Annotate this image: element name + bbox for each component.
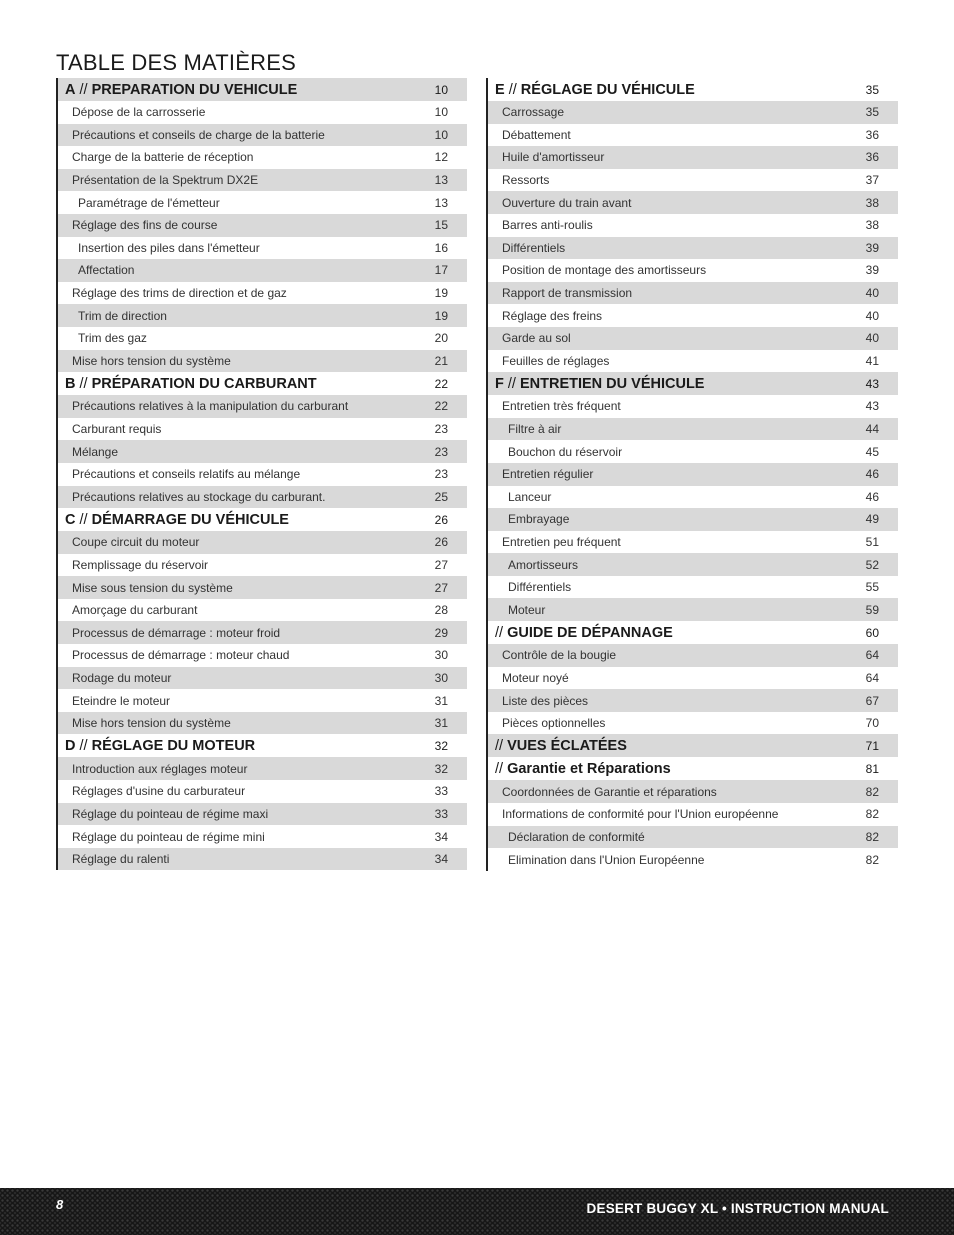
toc-entry-page-number: 31 [434,693,448,708]
toc-entry-page-number: 30 [434,648,448,663]
toc-entry[interactable] [56,395,467,418]
toc-entry-page-number: 82 [865,852,879,867]
toc-entry-label: Carrossage [502,105,565,120]
toc-entry-page-number: 16 [434,240,448,255]
toc-entry-label: Contrôle de la bougie [502,648,617,663]
section-heading-label [486,625,673,641]
toc-entry-page-number: 29 [434,625,448,640]
toc-entry-page-number: 30 [434,670,448,685]
section-separator: // [75,737,92,754]
toc-entry[interactable] [486,644,898,667]
section-title: Garantie et Réparations [507,760,671,777]
toc-entry-page-number: 34 [434,829,448,844]
toc-entry-page-number: 51 [865,534,879,549]
toc-entry-page-number: 23 [434,422,448,437]
toc-entry-label: Réglage des freins [502,308,603,323]
toc-entry-label: Pièces optionnelles [502,716,606,731]
section-title: RÉGLAGE DU MOTEUR [91,737,256,754]
toc-entry-label: Entretien peu fréquent [502,534,621,549]
section-page-number: 26 [434,512,448,527]
toc-entry-page-number: 35 [865,105,879,120]
toc-entry[interactable] [56,169,467,192]
toc-entry[interactable] [486,327,898,350]
toc-entry-page-number: 13 [434,173,448,188]
footer-manual-title: DESERT BUGGY XL • INSTRUCTION MANUAL [586,1201,889,1216]
toc-entry[interactable] [486,440,898,463]
toc-entry-page-number: 33 [434,806,448,821]
footer-page-number: 8 [56,1197,64,1212]
toc-entry[interactable] [486,237,898,260]
toc-entry[interactable] [56,554,467,577]
toc-entry-label: Différentiels [502,240,566,255]
toc-entry-page-number: 52 [865,557,879,572]
toc-entry-label: Trim de direction [78,308,167,323]
toc-section-heading[interactable] [486,621,898,644]
toc-section-heading[interactable] [56,734,467,757]
toc-entry[interactable] [56,418,467,441]
toc-entry-label: Réglage du ralenti [72,852,170,867]
toc-section-heading[interactable] [486,757,898,780]
toc-entry[interactable] [56,350,467,373]
toc-entry[interactable] [486,124,898,147]
toc-entry[interactable] [486,101,898,124]
toc-entry-label: Réglage du pointeau de régime mini [72,829,265,844]
toc-entry-page-number: 82 [865,829,879,844]
toc-entry-page-number: 36 [865,150,879,165]
toc-entry-label: Réglage du pointeau de régime maxi [72,806,269,821]
toc-entry-page-number: 41 [865,353,879,368]
toc-entry-page-number: 26 [434,535,448,550]
toc-entry-page-number: 25 [434,489,448,504]
toc-entry-label: Déclaration de conformité [508,829,645,844]
toc-entry-label: Elimination dans l'Union Européenne [508,852,705,867]
toc-entry-page-number: 10 [434,105,448,120]
toc-entry-page-number: 64 [865,670,879,685]
toc-entry-page-number: 23 [434,444,448,459]
toc-entry[interactable] [486,667,898,690]
toc-entry-label: Moteur noyé [502,670,569,685]
toc-entry[interactable] [56,757,467,780]
toc-entry[interactable] [56,848,467,871]
section-title: VUES ÉCLATÉES [507,737,627,754]
toc-entry[interactable] [56,440,467,463]
toc-entry-page-number: 27 [434,557,448,572]
toc-entry-label: Feuilles de réglages [502,353,610,368]
toc-entry-label: Ressorts [502,173,550,188]
toc-entry[interactable] [56,191,467,214]
toc-entry-label: Débattement [502,127,571,142]
toc-entry-page-number: 70 [865,716,879,731]
toc-entry-page-number: 37 [865,173,879,188]
toc-entry-label: Entretien régulier [502,467,594,482]
toc-entry-label: Entretien très fréquent [502,399,621,414]
section-separator: // [495,737,508,754]
toc-entry[interactable] [486,304,898,327]
toc-entry-label: Mise hors tension du système [72,716,231,731]
section-letter: A [65,81,76,98]
toc-entry-page-number: 21 [434,353,448,368]
toc-entry[interactable] [486,191,898,214]
section-heading-label [56,512,289,528]
toc-entry-page-number: 27 [434,580,448,595]
toc-entry[interactable] [486,531,898,554]
section-letter: D [65,737,76,754]
toc-entry-page-number: 33 [434,784,448,799]
section-letter: B [65,375,76,392]
toc-section-heading[interactable] [56,78,467,101]
toc-entry-label: Amortisseurs [508,557,579,572]
toc-entry-page-number: 82 [865,807,879,822]
toc-entry[interactable] [486,169,898,192]
section-separator: // [503,375,520,392]
toc-entry-page-number: 38 [865,218,879,233]
toc-entry-label: Présentation de la Spektrum DX2E [72,173,259,188]
toc-entry-label: Insertion des piles dans l'émetteur [78,240,260,255]
toc-entry-label: Mise sous tension du système [72,580,233,595]
section-heading-label [56,82,297,98]
toc-entry-page-number: 44 [865,422,879,437]
toc-entry[interactable] [56,214,467,237]
toc-entry-label: Carburant requis [72,422,162,437]
toc-entry-page-number: 34 [434,852,448,867]
toc-entry[interactable] [56,327,467,350]
toc-entry-page-number: 39 [865,240,879,255]
toc-section-heading[interactable] [486,734,898,757]
toc-entry[interactable] [486,598,898,621]
toc-entry-page-number: 13 [434,195,448,210]
toc-entry-label: Rapport de transmission [502,286,633,301]
toc-entry[interactable] [486,259,898,282]
toc-entry-label: Coordonnées de Garantie et réparations [502,784,717,799]
toc-entry-page-number: 31 [434,716,448,731]
section-page-number: 60 [865,625,879,640]
toc-entry[interactable] [56,101,467,124]
toc-left-column [56,78,467,870]
toc-entry-page-number: 22 [434,399,448,414]
toc-entry[interactable] [56,576,467,599]
toc-entry-page-number: 40 [865,308,879,323]
toc-entry-label: Paramétrage de l'émetteur [78,195,220,210]
toc-entry[interactable] [56,599,467,622]
page-title: TABLE DES MATIÈRES [56,50,296,75]
section-heading-label [56,376,317,392]
toc-entry-label: Précautions et conseils relatifs au mélange [72,467,301,482]
toc-entry-page-number: 64 [865,648,879,663]
toc-entry[interactable] [486,803,898,826]
toc-section-heading[interactable] [56,508,467,531]
toc-section-heading[interactable] [486,78,898,101]
toc-entry-label: Différentiels [508,580,572,595]
toc-entry-page-number: 23 [434,467,448,482]
toc-entry-label: Moteur [508,602,546,617]
toc-entry-label: Ouverture du train avant [502,195,632,210]
toc-entry[interactable] [56,282,467,305]
toc-entry-page-number: 82 [865,784,879,799]
toc-entry[interactable] [486,826,898,849]
toc-entry-page-number: 46 [865,489,879,504]
toc-entry-page-number: 12 [434,150,448,165]
section-separator: // [495,760,508,777]
toc-entry-label: Embrayage [508,512,570,527]
toc-entry[interactable] [486,486,898,509]
toc-entry[interactable] [56,486,467,509]
section-page-number: 71 [865,738,879,753]
section-page-number: 22 [434,376,448,391]
toc-entry-label: Affectation [78,263,135,278]
toc-entry-page-number: 36 [865,127,879,142]
toc-entry-page-number: 67 [865,693,879,708]
toc-entry[interactable] [56,689,467,712]
section-heading-label [486,82,695,98]
toc-entry-page-number: 32 [434,761,448,776]
toc-entry[interactable] [486,395,898,418]
section-heading-label [56,738,255,754]
toc-entry-page-number: 17 [434,263,448,278]
toc-entry-label: Précautions relatives au stockage du carburant. [72,489,326,504]
section-page-number: 32 [434,738,448,753]
toc-entry-label: Barres anti-roulis [502,218,593,233]
toc-entry[interactable] [56,644,467,667]
toc-entry[interactable] [486,282,898,305]
toc-entry[interactable] [56,621,467,644]
section-separator: // [495,624,508,641]
toc-entry[interactable] [486,712,898,735]
toc-entry[interactable] [486,146,898,169]
toc-entry-label: Réglages d'usine du carburateur [72,784,246,799]
toc-entry[interactable] [486,350,898,373]
toc-entry[interactable] [486,214,898,237]
toc-entry-label: Processus de démarrage : moteur froid [72,625,281,640]
toc-entry-label: Introduction aux réglages moteur [72,761,248,776]
toc-entry-page-number: 38 [865,195,879,210]
toc-entry-label: Remplissage du réservoir [72,557,209,572]
toc-entry[interactable] [56,463,467,486]
toc-entry[interactable] [56,712,467,735]
toc-entry[interactable] [486,508,898,531]
toc-entry-page-number: 43 [865,399,879,414]
section-heading-label [486,376,704,392]
toc-entry[interactable] [486,689,898,712]
toc-entry-label: Mélange [72,444,119,459]
toc-section-heading[interactable] [56,372,467,395]
toc-entry-label: Garde au sol [502,331,571,346]
toc-entry[interactable] [56,531,467,554]
toc-entry-label: Filtre à air [508,422,562,437]
toc-entry-label: Position de montage des amortisseurs [502,263,707,278]
toc-entry-label: Dépose de la carrosserie [72,105,206,120]
section-title: ENTRETIEN DU VÉHICULE [519,375,705,392]
toc-entry-label: Liste des pièces [502,693,589,708]
toc-entry[interactable] [486,418,898,441]
toc-entry-label: Réglage des fins de course [72,218,218,233]
toc-entry-page-number: 39 [865,263,879,278]
toc-entry-label: Rodage du moteur [72,670,172,685]
section-title: PRÉPARATION DU CARBURANT [91,375,317,392]
toc-entry[interactable] [56,124,467,147]
toc-entry-page-number: 10 [434,127,448,142]
toc-entry-label: Bouchon du réservoir [508,444,623,459]
section-title: PREPARATION DU VEHICULE [91,81,298,98]
section-separator: // [504,81,521,98]
section-heading-label [486,761,671,777]
toc-entry[interactable] [486,576,898,599]
toc-entry[interactable] [486,848,898,871]
toc-entry[interactable] [56,259,467,282]
toc-section-heading[interactable] [486,372,898,395]
toc-entry[interactable] [56,825,467,848]
toc-entry[interactable] [56,667,467,690]
toc-entry[interactable] [56,304,467,327]
section-page-number: 35 [865,82,879,97]
toc-entry-page-number: 45 [865,444,879,459]
toc-entry-label: Mise hors tension du système [72,353,231,368]
section-letter: E [495,81,505,98]
toc-entry-page-number: 40 [865,331,879,346]
toc-entry-page-number: 20 [434,331,448,346]
toc-entry[interactable] [486,780,898,803]
toc-entry-page-number: 55 [865,580,879,595]
toc-entry-label: Précautions et conseils de charge de la batterie [72,127,325,142]
toc-entry[interactable] [56,780,467,803]
section-heading-label [486,738,627,754]
toc-entry-page-number: 46 [865,467,879,482]
toc-entry-page-number: 40 [865,286,879,301]
section-page-number: 81 [865,761,879,776]
toc-entry[interactable] [56,803,467,826]
toc-entry-label: Huile d'amortisseur [502,150,605,165]
section-title: DÉMARRAGE DU VÉHICULE [91,511,289,528]
section-title: GUIDE DE DÉPANNAGE [507,624,673,641]
section-letter: F [495,375,504,392]
toc-entry-label: Lanceur [508,489,552,504]
page-footer [0,1188,954,1235]
section-page-number: 10 [434,82,448,97]
toc-entry-label: Eteindre le moteur [72,693,171,708]
toc-entry-label: Trim des gaz [78,331,147,346]
toc-entry-label: Précautions relatives à la manipulation du carburant [72,399,349,414]
toc-entry[interactable] [56,237,467,260]
toc-right-column [486,78,898,871]
toc-entry-page-number: 28 [434,603,448,618]
toc-entry-page-number: 49 [865,512,879,527]
section-page-number: 43 [865,376,879,391]
toc-entry-label: Charge de la batterie de réception [72,150,254,165]
toc-entry[interactable] [486,463,898,486]
toc-entry-page-number: 59 [865,602,879,617]
section-separator: // [75,81,92,98]
toc-entry[interactable] [56,146,467,169]
toc-entry-label: Coupe circuit du moteur [72,535,200,550]
section-separator: // [75,511,92,528]
toc-entry-page-number: 15 [434,218,448,233]
section-separator: // [75,375,92,392]
toc-entry-label: Réglage des trims de direction et de gaz [72,286,287,301]
toc-entry-page-number: 19 [434,308,448,323]
section-title: RÉGLAGE DU VÉHICULE [520,81,695,98]
toc-entry[interactable] [486,553,898,576]
toc-entry-label: Processus de démarrage : moteur chaud [72,648,290,663]
toc-entry-label: Amorçage du carburant [72,603,198,618]
toc-entry-label: Informations de conformité pour l'Union européenne [502,807,779,822]
toc-entry-page-number: 19 [434,286,448,301]
section-letter: C [65,511,76,528]
